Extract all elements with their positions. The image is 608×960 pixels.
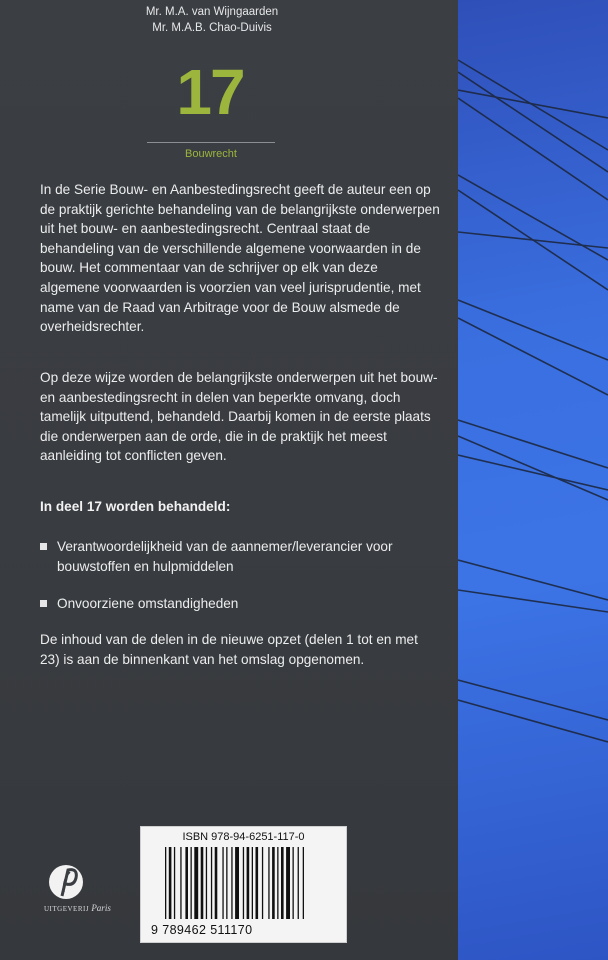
topic-text: Onvoorziene omstandigheden	[57, 596, 239, 611]
cover-photo-strip	[458, 0, 608, 960]
topic-list-item	[40, 594, 440, 614]
series-label: Bouwrecht	[185, 148, 237, 160]
isbn-label: ISBN 978-94-6251-117-0	[182, 831, 305, 843]
volume-number: 17	[176, 56, 244, 128]
publisher-name	[44, 903, 124, 913]
description-paragraph: De inhoud van de delen in de nieuwe opzet (delen 1 tot en met 23) is aan de binnenkant van het omslag opgenomen.	[40, 632, 418, 667]
authors	[92, 4, 332, 36]
description-paragraph: In de Serie Bouw- en Aanbestedingsrecht geeft de auteur een op de praktijk gerichte behandeling van de belangrijkste onderwerpen uit het bouw- en aanbestedingsrecht. Centraal staat de behandeling van de verschillende algemene voorwaarden in de bouw. Het commentaar van de schrijver op elk van deze algemene voorwaarden is voorzien van veel jurisprudentie, met name van de Raad van Arbitrage voor de Bouw alsmede de overheidsrechter.	[40, 182, 440, 335]
topics-heading: In deel 17 worden behandeld:	[40, 499, 231, 514]
barcode-icon	[165, 847, 325, 923]
paris-publisher-logo-icon	[48, 862, 108, 922]
author-name: Mr. M.A. van Wijngaarden	[145, 6, 279, 18]
divider	[147, 142, 275, 143]
bullet-square-icon	[40, 543, 47, 550]
barcode-digits: 9 789462 511170	[151, 923, 253, 937]
topic-list-item	[40, 537, 440, 576]
publisher-city: Paris	[91, 903, 111, 913]
bullet-square-icon	[40, 600, 47, 607]
publisher-prefix: UITGEVERIJ	[44, 905, 90, 913]
author-name: Mr. M.A.B. Chao-Duivis	[152, 22, 272, 34]
isbn-barcode	[140, 826, 347, 943]
power-lines-image	[458, 0, 608, 960]
topic-text: Verantwoordelijkheid van de aannemer/leverancier voor bouwstoffen en hulpmiddelen	[57, 539, 393, 574]
description-paragraph: Op deze wijze worden de belangrijkste onderwerpen uit het bouw- en aanbestedingsrecht in delen van beperkte omvang, doch tamelijk uitputtend, behandeld. Daarbij komen in de eerste plaats die onderwerpen aan de orde, die in de praktijk het meest aanleiding tot conflicten geven.	[40, 370, 438, 464]
